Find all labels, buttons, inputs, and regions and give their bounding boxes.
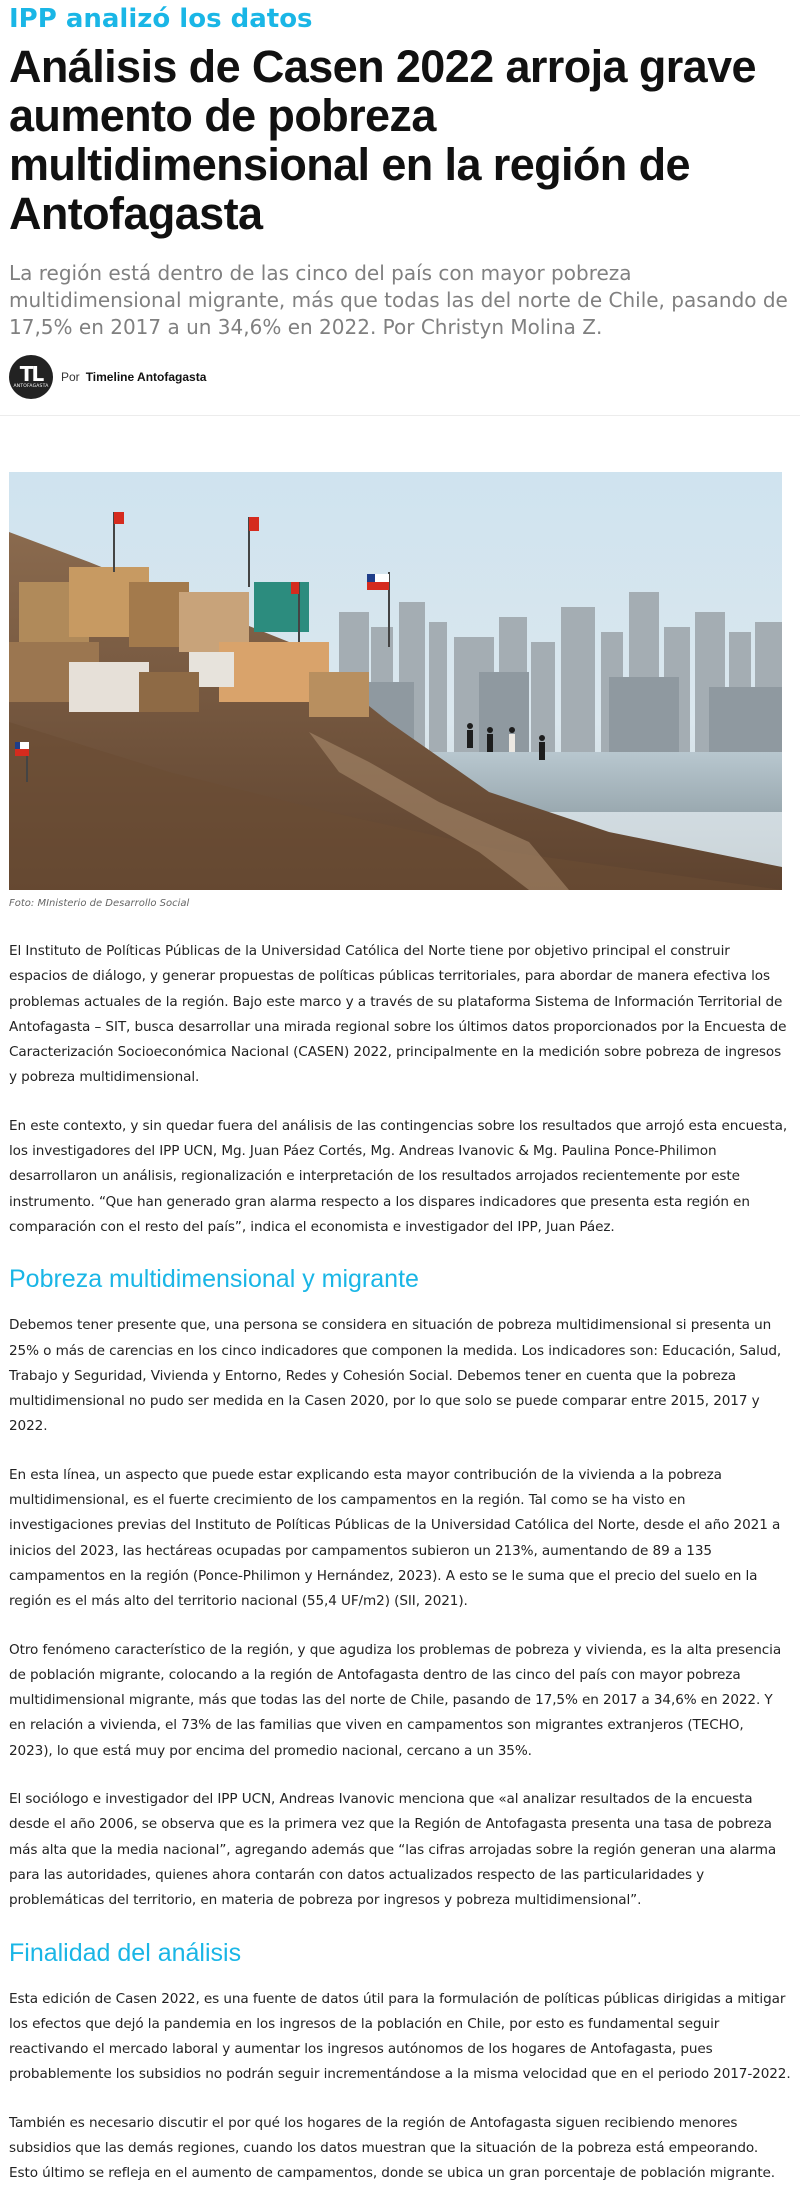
image-caption: Foto: MInisterio de Desarrollo Social xyxy=(9,898,190,909)
author-link[interactable]: Timeline Antofagasta xyxy=(85,370,207,384)
byline-prefix: Por xyxy=(61,370,80,384)
article-body xyxy=(9,939,791,2187)
section-heading-pobreza: Pobreza multidimensional y migrante xyxy=(9,1265,419,1294)
intro-paragraph-1: El Instituto de Políticas Públicas de la Universidad Católica del Norte tiene por objetivo principal el construir espacios de diálogo, y generar propuestas de políticas públicas territoriales, para abordar de manera efectiva los problemas actuales de la región. Bajo este marco y a través de su plataforma Sistema de Información Territorial de Antofagasta – SIT, busca desarrollar una mirada regional sobre los últimos datos proporcionados por la Encuesta de Caracterización Socioeconómica Nacional (CASEN) 2022, principalmente en la medición sobre pobreza de ingresos y pobreza multidimensional. xyxy=(9,943,787,1086)
section1-paragraph-4: El sociólogo e investigador del IPP UCN, Andreas Ivanovic menciona que «al analizar resultados de la encuesta desde el año 2006, se observa que es la primera vez que la Región de Antofagasta presenta una tasa de pobreza más alta que la media nacional”, agregando además que “las cifras arrojadas sobre la región generan una alarma para las autoridades, quienes ahora contarán con datos actualizados respecto de las particularidades y problemáticas del territorio, en materia de pobreza por ingresos y pobreza multidimensional”. xyxy=(9,1791,777,1909)
article-kicker: IPP analizó los datos xyxy=(9,4,313,34)
byline xyxy=(9,353,791,401)
section2-paragraph-1: Esta edición de Casen 2022, es una fuente de datos útil para la formulación de políticas públicas dirigidas a mitigar los efectos que dejó la pandemia en los ingresos de la población en Chile, por esto es fundamental seguir reactivando el mercado laboral y aumentar los ingresos autónomos de los hogares de Antofagasta, pues probablemente los subsidios no podrán seguir incrementándose a la misma velocidad que en el periodo 2017-2022. xyxy=(9,1990,791,2083)
hero-image xyxy=(9,472,782,890)
section2-paragraph-2: También es necesario discutir el por qué los hogares de la región de Antofagasta siguen recibiendo menores subsidios que las demás regiones, cuando los datos muestran que la situación de la pobreza está empeorando. Esto último se refleja en el aumento de campamentos, donde se ubica un gran porcentaje de población migrante. xyxy=(9,2114,776,2182)
section1-paragraph-2: En esta línea, un aspecto que puede estar explicando esta mayor contribución de la vivienda a la pobreza multidimensional, es el fuerte crecimiento de los campamentos en la región. Tal como se ha visto en investigaciones previas del Instituto de Políticas Públicas de la Universidad Católica del Norte, desde el año 2021 a inicios del 2023, las hectáreas ocupadas por campamentos subieron un 213%, aumentando de 89 a 135 campamentos en la región (Ponce-Philimon y Hernández, 2023). A esto se le suma que el precio del suelo en la región es el más alto del territorio nacional (55,4 UF/m2) (SII, 2021). xyxy=(9,1466,781,1610)
article-page xyxy=(0,4,800,2182)
article-headline: Análisis de Casen 2022 arroja grave aumento de pobreza multidimensional en la región de Antofagasta xyxy=(9,41,756,239)
section1-paragraph-3: Otro fenómeno característico de la región, y que agudiza los problemas de pobreza y vivienda, es la alta presencia de población migrante, colocando a la región de Antofagasta dentro de las cinco del país con mayor pobreza multidimensional migrante, más que todas las del norte de Chile, pasando de 17,5% en 2017 a 34,6% en 2022. Y en relación a vivienda, el 73% de las familias que viven en campamentos son migrantes extranjeros (TECHO, 2023), lo que está muy por encima del promedio nacional, cercano a un 35%. xyxy=(9,1641,782,1759)
section-heading-finalidad: Finalidad del análisis xyxy=(9,1938,242,1967)
article-subtitle: La región está dentro de las cinco del país con mayor pobreza multidimensional migrante, más que todas las del norte de Chile, pasando de 17,5% en 2017 a un 34,6% en 2022. Por Christyn Molina Z. xyxy=(9,261,788,339)
author-avatar[interactable] xyxy=(9,355,53,399)
intro-paragraph-2: En este contexto, y sin quedar fuera del análisis de las contingencias sobre los resultados que arrojó esta encuesta, los investigadores del IPP UCN, Mg. Juan Páez Cortés, Mg. Andreas Ivanovic & Mg. Paulina Ponce-Philimon desarrollaron un análisis, regionalización e interpretación de los resultados arrojados recientemente por este instrumento. “Que han generado gran alarma respecto a los dispares indicadores que presenta esta región en comparación con el resto del país”, indica el economista e investigador del IPP, Juan Páez. xyxy=(9,1117,788,1235)
author-logo-mark: TL xyxy=(19,362,43,386)
section1-paragraph-1: Debemos tener presente que, una persona se considera en situación de pobreza multidimensional si presenta un 25% o más de carencias en los cinco indicadores que componen la medida. Los indicadores son: Educación, Salud, Trabajo y Seguridad, Vivienda y Entorno, Redes y Cohesión Social. Debemos tener en cuenta que la pobreza multidimensional no pudo ser medida en la Casen 2020, por lo que solo se puede comparar entre 2015, 2017 y 2022. xyxy=(9,1317,782,1435)
header-divider xyxy=(0,415,800,416)
author-logo-subtext: ANTOFAGASTA xyxy=(13,384,49,389)
